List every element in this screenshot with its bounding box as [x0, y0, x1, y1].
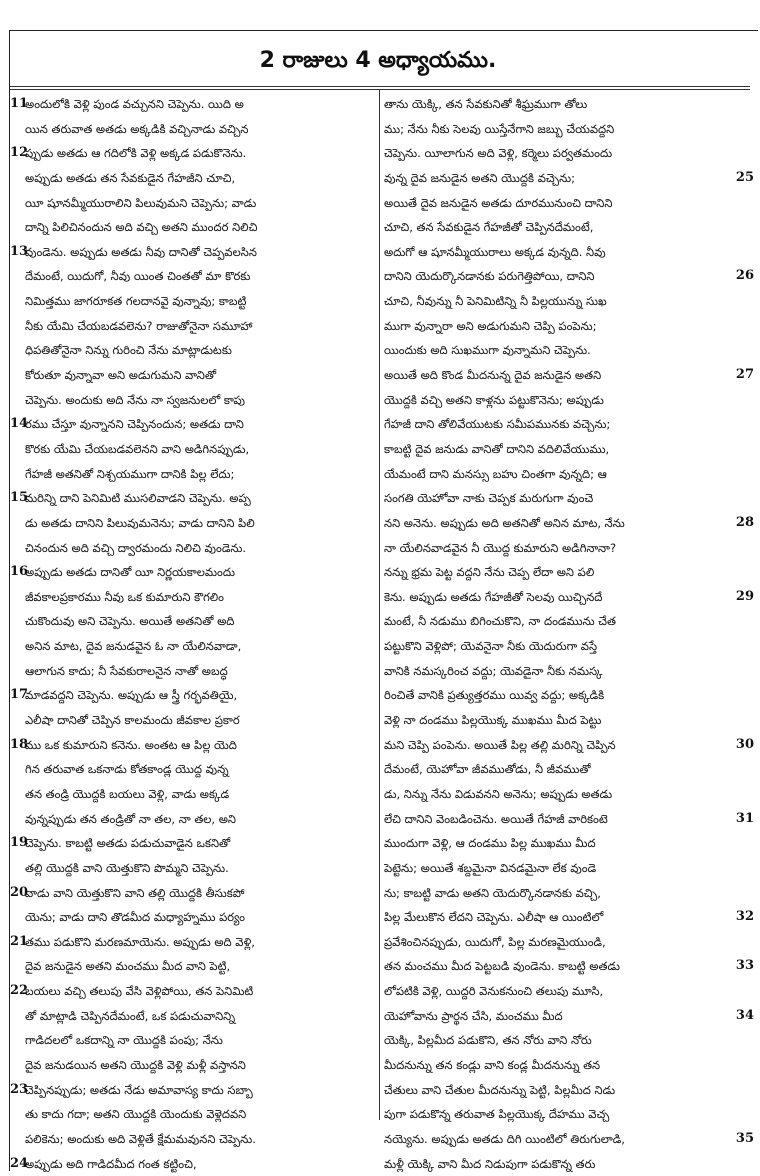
text-line [384, 930, 754, 955]
verse-number: 17 [10, 687, 29, 703]
verse-text: అప్పుడు అతడు దానితో యీ నిర్ణయకాలమందు [25, 565, 235, 580]
verse-number: 11 [10, 96, 29, 111]
text-line [10, 979, 378, 1004]
text-line [10, 1004, 378, 1029]
verse-text: ఎలీషా దానితో చెప్పిన కాలమందు జీవకాల ప్రకార [25, 713, 240, 728]
verse-text: చెప్పెను. అందుకు అది నేను నా స్వజనులలో కాపు [25, 392, 245, 407]
text-line [10, 1152, 378, 1176]
verse-text: గేహజీ అతనితో నిశ్చయముగా దానికి పిల్ల లేదు; [25, 466, 235, 481]
verse-text: ఆలాగున కాదు; నీ సేవకురాలనైన నాతో అబద్ధ [25, 663, 228, 678]
text-line [384, 708, 754, 733]
text-line [384, 215, 754, 240]
verse-text: గేహజీ దాని తోలివేయుటకు సమీపమునకు వచ్చెను; [384, 417, 611, 432]
text-line [384, 1004, 754, 1029]
verse-text: తల్లి యొద్దకి వాని యెత్తుకొని పొమ్మని చెప్పెను. [25, 860, 229, 875]
text-line [10, 585, 378, 610]
verse-number: 35 [735, 1130, 754, 1146]
verse-text: లేచి దానిని వెంబడించెను. అయితే గేహజీ వారికంటె [384, 811, 608, 826]
verse-text: నయ్యెను. అప్పుడు అతడు దిగి యింటిలో తిరుగులాడి, [384, 1131, 625, 1146]
verse-text: అనిన మాట, దైవ జనుడవైన ఓ నా యేలినవాడా, [25, 639, 242, 654]
text-line [384, 782, 754, 807]
verse-text: ముందుగా వెళ్లి, ఆ దండము పిల్ల ముఖము మీద [384, 836, 596, 851]
text-line [384, 1152, 754, 1176]
verse-text: చూచి, తన సేవకుడైన గేహజీతో చెప్పినదేమంటే, [384, 220, 594, 235]
verse-text: తన మంచము మీద పెట్టబడి వుండెను. కాబట్టి అతడు [384, 959, 620, 974]
text-line [10, 462, 378, 487]
text-line [384, 831, 754, 856]
verse-text: డు అతడు దానిని పిలువుమనెను; వాడు దానిని పిలి [25, 515, 255, 530]
text-line [10, 930, 378, 955]
verse-text: యెను; వాడు దాని తొడమీద మధ్యాహ్నము పర్యం [25, 910, 245, 925]
verse-text: తము పడుకొని మరణమాయెను. అప్పుడు అది వెళ్లి, [25, 934, 255, 949]
verse-text: తాను యెక్కి, తన సేవకునితో శీఘ్రముగా తోలు [384, 97, 588, 111]
text-line [384, 979, 754, 1004]
text-line [384, 1127, 754, 1152]
text-line [10, 289, 378, 314]
right-column [384, 92, 754, 1176]
text-line [10, 486, 378, 511]
text-line [384, 807, 754, 832]
text-line [10, 1028, 378, 1053]
verse-text: రము చేస్తూ వున్నానని చెప్పినందున; అతడు దాని [25, 417, 244, 432]
text-line [10, 683, 378, 708]
text-line [384, 92, 754, 117]
text-line [10, 708, 378, 733]
text-line [384, 881, 754, 906]
verse-number: 18 [10, 736, 29, 752]
verse-text: దానిని యెదుర్కొనడానకు పరుగెత్తిపోయి, దానిని [384, 269, 595, 284]
verse-text: లోపటికి వెళ్లి, యిద్దరి వెనుకనుంచి తలుపు మూసి, [384, 984, 604, 999]
text-line [384, 905, 754, 930]
verse-text: దైవ జనుడయిన అతని యొద్దకి వెళ్లి మళ్లీ వస్తానని [25, 1057, 246, 1072]
verse-number: 28 [735, 514, 754, 530]
verse-text: దేమంటే, యిదుగో, నీవు యింత చింతతో మా కొరకు [25, 269, 251, 284]
text-line [384, 388, 754, 413]
verse-text: పలికెను; అందుకు అది వెళ్లితే క్షేమమవునని చెప్పెను. [25, 1131, 256, 1146]
verse-text: మని చెప్పి పంపెను. అయితే పిల్ల తల్లి మరిన్ని చెప్పిన [384, 737, 616, 752]
verse-number: 26 [735, 268, 754, 284]
verse-number: 19 [10, 835, 29, 851]
text-line [384, 856, 754, 881]
verse-text: డు, నిన్ను నేను విడువనని అనెను; అప్పుడు అతడు [384, 786, 613, 801]
text-line [384, 609, 754, 634]
text-line [384, 560, 754, 585]
verse-text: యెహోవాను ప్రార్థన చేసి, మంచము మీద [384, 1008, 563, 1023]
verse-text: పుగా పడుకొన్న తరువాత పిల్లయొక్క దేహము వెచ్చ [384, 1107, 610, 1122]
verse-number: 13 [10, 243, 29, 259]
text-line [10, 733, 378, 758]
header-rule-bottom [10, 89, 750, 90]
verse-text: చెప్పెను. యీలాగున అది వెళ్లి, కర్మెలు పర్వతమందు [384, 146, 613, 161]
verse-text: యేమంటే దాని మనస్సు బహు చింతగా వున్నది; ఆ [384, 466, 607, 481]
text-line [384, 437, 754, 462]
text-line [384, 954, 754, 979]
text-line [384, 338, 754, 363]
verse-text: ము ఒక కుమారుని కనెను. అంతట ఆ పిల్ల యెది [25, 737, 237, 752]
text-line [10, 363, 378, 388]
verse-text: దేమంటే, యెహోవా జీవముతోడు, నీ జీవముతో [384, 762, 591, 777]
text-line [10, 757, 378, 782]
text-line [10, 215, 378, 240]
verse-text: దైవ జనుడైన అతని మంచము మీద వాని పెట్టి, [25, 959, 231, 974]
text-line [384, 1028, 754, 1053]
text-line [10, 954, 378, 979]
verse-text: అప్పుడు అతడు తన సేవకుడైన గేహజీని చూచి, [25, 170, 236, 185]
text-line [384, 412, 754, 437]
verse-text: మాడవద్దని చెప్పెను. అప్పుడు ఆ స్త్రీ గర్భవతియై, [25, 688, 238, 703]
verse-text: వెళ్లి నా దండము పిల్లయొక్క ముఖము మీద పెట్టు [384, 713, 602, 728]
text-line [384, 536, 754, 561]
verse-number: 33 [735, 958, 754, 974]
text-line [384, 683, 754, 708]
verse-text: తో మాట్లాడి చెప్పినదేమంటే, ఒక పడుచువానిన్ని [25, 1008, 236, 1023]
text-line [384, 240, 754, 265]
verse-text: పెట్టెను; అయితే శబ్దమైనా వినడమైనా లేక వుండె [384, 860, 597, 875]
text-line [384, 1078, 754, 1103]
text-line [10, 905, 378, 930]
verse-text: ను; కాబట్టి వాడు అతని యెదుర్కొనడానకు వచ్చి, [384, 885, 601, 900]
verse-text: దాన్ని పిలిచినందున అది వచ్చి అతని ముందర నిలిచి [25, 220, 258, 235]
text-line [10, 117, 378, 142]
verse-text: అదుగో ఆ షూనమ్మీయురాలు అక్కడ వున్నది. నీవు [384, 244, 606, 259]
verse-number: 22 [10, 983, 29, 999]
text-line [10, 609, 378, 634]
text-line [384, 264, 754, 289]
verse-number: 34 [735, 1007, 754, 1023]
verse-text: పట్టుకొని వెళ్లిపో; యెవనైనా నీకు యెదురుగా వస్తే [384, 639, 598, 654]
text-line [10, 1127, 378, 1152]
text-line [384, 634, 754, 659]
text-line [10, 412, 378, 437]
verse-text: మంటే, నీ నడుము బిగించుకొని, నా దండమును చేత [384, 614, 616, 629]
verse-text: వున్నప్పుడు తన తండ్రితో నా తల, నా తల, అని [25, 811, 237, 826]
text-line [10, 240, 378, 265]
verse-text: మళ్లీ యెక్కి వాని మీద నిడుపుగా పడుకొన్న తరు [384, 1156, 596, 1171]
verse-text: వాడు వాని యెత్తుకొని వాని తల్లి యొద్దకి తీసుకపో [25, 885, 245, 900]
verse-text: యిన తరువాత అతడు అక్కడికి వచ్చినాడు వచ్చిన [25, 121, 249, 136]
verse-text: ధిపతితోనైనా నిన్ను గురించి నేను మాట్లాడుటకు [25, 343, 232, 358]
verse-text: గాడిదలలో ఒకదాన్ని నా యొద్దకి పంపు; నేను [25, 1033, 223, 1048]
text-line [10, 856, 378, 881]
text-line [384, 1102, 754, 1127]
text-line [384, 486, 754, 511]
text-line [10, 166, 378, 191]
text-line [384, 314, 754, 339]
text-line [10, 314, 378, 339]
text-line [10, 1078, 378, 1103]
verse-text: మీదనున్ను తన కండ్లు వాని కండ్ల మీదనున్ను తన [384, 1057, 601, 1072]
text-line [384, 757, 754, 782]
verse-text: నిమిత్తము జాగరూకత గలదానవై వున్నావు; కాబట్టి [25, 294, 247, 309]
column-divider [379, 90, 380, 1120]
text-line [384, 363, 754, 388]
verse-text: చినందున అది వచ్చి ద్వారమందు నిలిచి వుండెను. [25, 540, 247, 555]
text-line [384, 141, 754, 166]
verse-text: మరిన్ని దాని పెనిమిటి ముసలివాడని చెప్పెను. అప్ప [25, 491, 251, 506]
text-line [10, 141, 378, 166]
verse-text: కోరుతూ వున్నావా అని అడుగుమని వానితో [25, 368, 217, 383]
verse-text: నీకు యేమి చేయబడవలెను? రాజుతోనైనా సమూహా [25, 318, 253, 333]
text-line [384, 117, 754, 142]
verse-text: ప్పుడు అతడు ఆ గదిలోకి వెళ్లి అక్కడ పడుకొనెను. [25, 146, 247, 161]
verse-text: యెక్కి, పిల్లమీద పడుకొని, తన నోరు వాని నోరు [384, 1033, 592, 1048]
text-line [10, 191, 378, 216]
verse-text: బయలు వచ్చి తలుపు వేసి వెళ్లిపోయి, తన పెనిమిటి [25, 984, 254, 999]
verse-text: సంగతి యెహోవా నాకు చెప్పక మరుగుగా వుంచె [384, 491, 594, 506]
verse-text: నని అనెను. అప్పుడు అది అతనితో అనిన మాట, నేను [384, 515, 625, 530]
text-line [384, 289, 754, 314]
verse-text: చుకొందువు అని చెప్పెను. అయితే అతనితో అది [25, 614, 235, 629]
text-line [384, 166, 754, 191]
verse-number: 27 [735, 367, 754, 383]
verse-text: నన్ను భ్రమ పెట్ట వద్దని నేను చెప్ప లేదా అని పలి [384, 565, 595, 580]
text-line [384, 733, 754, 758]
verse-text: అయితే అది కొండ మీదనున్న దైవ జనుడైన అతని [384, 368, 602, 383]
verse-number: 31 [735, 810, 754, 826]
verse-number: 20 [10, 884, 29, 900]
verse-text: ముగా వున్నారా అని అడుగుమని చెప్పి పంపెను; [384, 318, 597, 333]
verse-number: 21 [10, 933, 29, 949]
page-title: 2 రాజులు 4 అధ్యాయము. [259, 48, 497, 73]
verse-text: జీవకాలప్రకారము నీవు ఒక కుమారుని కౌగలిం [25, 589, 224, 604]
verse-text: వున్న దైవ జనుడైన అతని యొద్దకి వచ్చెను; [384, 170, 575, 185]
verse-text: యొద్దకి వచ్చి అతని కాళ్లను పట్టుకొనెను; అప్పుడు [384, 392, 604, 407]
verse-text: గిన తరువాత ఒకనాడు కోతకాండ్ల యొద్ద వున్న [25, 762, 229, 777]
verse-text: అప్పుడు అది గాడిదమీద గంత కట్టించి, [25, 1156, 197, 1171]
text-line [10, 338, 378, 363]
text-line [10, 388, 378, 413]
text-line [10, 536, 378, 561]
verse-number: 23 [10, 1081, 29, 1097]
verse-text: కాబట్టి దైవ జనుడు వానితో దానిని వదిలివేయుము, [384, 441, 610, 456]
verse-number: 15 [10, 490, 29, 506]
verse-text: చెప్పెను. కాబట్టి అతడు పడుచువాడైన ఒకనితో [25, 836, 231, 851]
verse-text: పిల్ల మేలుకొన లేదని చెప్పెను. ఎలీషా ఆ యింటిలో [384, 910, 604, 925]
verse-number: 32 [735, 909, 754, 925]
text-line [10, 437, 378, 462]
text-line [10, 634, 378, 659]
left-column [10, 92, 378, 1176]
verse-number: 29 [735, 588, 754, 604]
verse-text: చెప్పినప్పుడు; అతడు నేడు అమావాస్య కాదు సబ్బా [25, 1082, 253, 1097]
verse-text: రించితే వానికి ప్రత్యుత్తరము యివ్వ వద్దు; అక్కడికి [384, 688, 605, 703]
verse-text: అందులోకి వెళ్లి పుండ వచ్చునని చెప్పెను. యిది అ [25, 97, 244, 111]
text-line [10, 1053, 378, 1078]
verse-text: అయితే దైవ జనుడైన అతడు దూరమునుంచి దానిని [384, 195, 613, 210]
verse-number: 16 [10, 564, 29, 580]
text-line [384, 191, 754, 216]
verse-text: కొరకు యేమి చేయబడవలెనని వాని అడిగినప్పుడు, [25, 441, 250, 456]
verse-number: 14 [10, 416, 29, 432]
text-line [10, 659, 378, 684]
verse-text: వానికి నమస్కరించ వద్దు; యెవడైనా నీకు నమస్క [384, 663, 603, 678]
text-line [384, 462, 754, 487]
text-line [10, 511, 378, 536]
verse-number: 24 [10, 1155, 29, 1171]
text-line [384, 585, 754, 610]
verse-number: 25 [735, 169, 754, 185]
text-line [10, 1102, 378, 1127]
text-line [10, 831, 378, 856]
verse-text: కెను. అప్పుడు అతడు గేహజీతో సెలవు యిచ్చినదే [384, 589, 603, 604]
text-line [384, 1053, 754, 1078]
text-line [10, 560, 378, 585]
verse-text: చేతులు వాని చేతుల మీదనున్ను పెట్టి, పిల్లమీద నిడు [384, 1082, 616, 1097]
text-line [10, 881, 378, 906]
verse-text: తన తండ్రి యొద్దకి బయలు వెళ్లి, వాడు అక్కడ [25, 786, 230, 801]
verse-number: 12 [10, 145, 29, 161]
verse-text: చూచి, నీవున్ను నీ పెనిమిటిన్ని నీ పిల్లయున్ను సుఖ [384, 294, 607, 309]
text-line [10, 782, 378, 807]
verse-text: ప్రవేశించినప్పుడు, యిదుగో, పిల్ల మరణమైయుండి, [384, 934, 606, 949]
verse-text: యిందుకు అది సుఖముగా వున్నామని చెప్పెను. [384, 343, 591, 358]
verse-number: 30 [735, 736, 754, 752]
text-line [10, 807, 378, 832]
text-line [10, 264, 378, 289]
verse-text: తు కాదు గదా; అతని యొద్దకి యెందుకు వెళ్లెదవని [25, 1107, 247, 1122]
verse-text: వుండెను. అప్పుడు అతడు నీవు దానితో చెప్పవలసిన [25, 244, 257, 259]
text-line [10, 92, 378, 117]
text-line [384, 511, 754, 536]
verse-text: యీ షూనమ్మీయురాలిని పిలువుమని చెప్పెను; వాడు [25, 195, 257, 210]
text-line [384, 659, 754, 684]
header-rule-top [10, 86, 750, 87]
verse-text: ము; నేను నీకు సెలవు యిస్తేనేగాని జబ్బు చేయవద్దని [384, 121, 615, 136]
verse-text: నా యేలినవాడవైన నీ యొద్ద కుమారుని అడిగినానా? [384, 540, 617, 555]
